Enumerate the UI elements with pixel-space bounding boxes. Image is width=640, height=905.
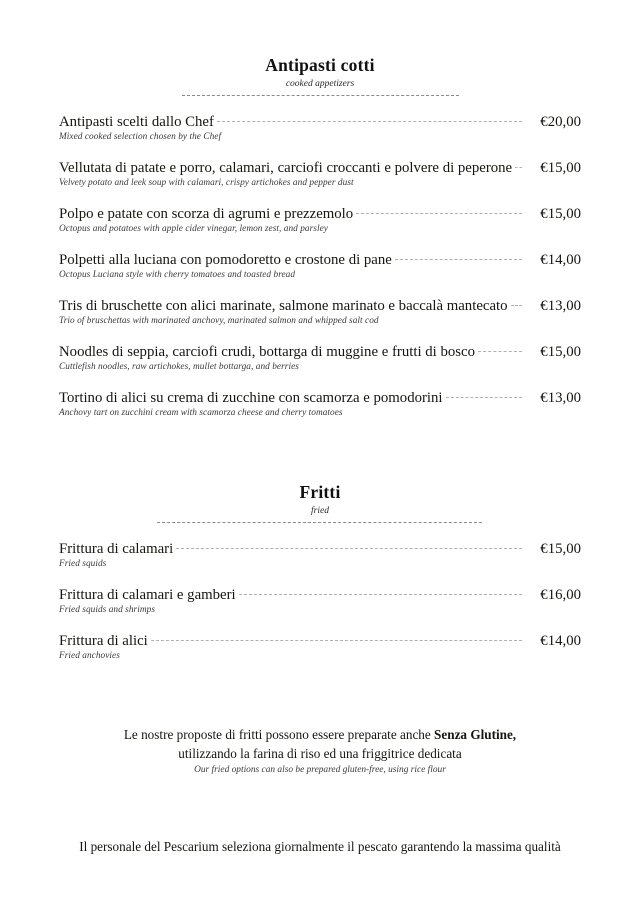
leader-dots (478, 351, 522, 352)
menu-item-line (59, 344, 581, 361)
menu-item-price: €14,00 (540, 633, 581, 649)
leader-dots (176, 548, 522, 549)
section-gap (59, 436, 581, 482)
menu-item-line (59, 252, 581, 269)
menu-item-name: Polpo e patate con scorza di agrumi e prezzemolo (59, 206, 354, 222)
menu-item (59, 114, 581, 142)
menu-item-description: Fried anchovies (59, 651, 120, 661)
closing-note: Il personale del Pescarium seleziona giornalmente il pescato garantendo la massima qualità (79, 839, 561, 855)
menu-item-line (59, 298, 581, 315)
menu-item-price: €20,00 (540, 114, 581, 130)
leader-dots (356, 213, 522, 214)
menu-item-price: €16,00 (540, 587, 581, 603)
menu-item-list (59, 114, 581, 418)
menu-item-price: €14,00 (540, 252, 581, 268)
menu-item-name: Tris di bruschette con alici marinate, salmone marinato e baccalà mantecato (59, 298, 508, 314)
leader-dots (446, 397, 522, 398)
menu-item (59, 344, 581, 372)
menu-item-description: Octopus Luciana style with cherry tomatoes and toasted bread (59, 270, 296, 280)
menu-item-name: Frittura di calamari (59, 541, 174, 557)
top-spacer (59, 0, 581, 55)
menu-section-antipasti-cotti (59, 55, 581, 418)
menu-item-description: Fried squids (59, 559, 107, 569)
menu-item-line (59, 587, 581, 604)
gluten-note-line-1 (59, 725, 581, 744)
menu-item-name: Frittura di calamari e gamberi (59, 587, 236, 603)
gluten-note-english: Our fried options can also be prepared gluten-free, using rice flour (194, 765, 446, 776)
menu-item (59, 587, 581, 615)
menu-item (59, 206, 581, 234)
closing-gap (59, 775, 581, 837)
menu-item-name: Tortino di alici su crema di zucchine con scamorza e pomodorini (59, 390, 443, 406)
menu-item (59, 252, 581, 280)
menu-item-name: Frittura di alici (59, 633, 148, 649)
menu-item-description: Trio of bruschettas with marinated anchovy, marinated salmon and whipped salt cod (59, 316, 379, 326)
section-header (59, 482, 581, 523)
menu-item-line (59, 390, 581, 407)
menu-item-name: Vellutata di patate e porro, calamari, carciofi croccanti e polvere di peperone (59, 160, 513, 176)
menu-item-description: Velvety potato and leek soup with calamari, crispy artichokes and pepper dust (59, 178, 354, 188)
menu-item-description: Mixed cooked selection chosen by the Chef (59, 132, 222, 142)
menu-item-price: €13,00 (540, 298, 581, 314)
menu-item-line (59, 160, 581, 177)
menu-item-line (59, 541, 581, 558)
leader-dots (395, 259, 522, 260)
menu-section-fritti (59, 482, 581, 661)
menu-item-price: €15,00 (540, 160, 581, 176)
section-subtitle: fried (311, 506, 329, 516)
menu-item-price: €15,00 (540, 541, 581, 557)
menu-item-description: Fried squids and shrimps (59, 605, 155, 615)
gluten-free-note (59, 725, 581, 775)
section-divider (182, 95, 459, 96)
menu-item-line (59, 114, 581, 131)
section-title: Fritti (299, 482, 341, 502)
menu-item (59, 541, 581, 569)
menu-item-description: Octopus and potatoes with apple cider vinegar, lemon zest, and parsley (59, 224, 328, 234)
gluten-note-emphasis: Senza Glutine, (434, 727, 517, 742)
menu-item-name: Antipasti scelti dallo Chef (59, 114, 214, 130)
menu-item-price: €15,00 (540, 206, 581, 222)
menu-item (59, 633, 581, 661)
menu-item-name: Noodles di seppia, carciofi crudi, bottarga di muggine e frutti di bosco (59, 344, 475, 360)
section-subtitle: cooked appetizers (285, 79, 355, 89)
menu-item (59, 298, 581, 326)
menu-item-name: Polpetti alla luciana con pomodoretto e crostone di pane (59, 252, 392, 268)
leader-dots (217, 121, 522, 122)
menu-item (59, 160, 581, 188)
menu-item-description: Anchovy tart on zucchini cream with scamorza cheese and cherry tomatoes (59, 408, 343, 418)
gluten-note-line-2: utilizzando la farina di riso ed una friggitrice dedicata (178, 746, 462, 762)
leader-dots (151, 640, 522, 641)
gluten-note-prefix: Le nostre proposte di fritti possono essere preparate anche (123, 727, 435, 742)
note-gap (59, 679, 581, 725)
section-title: Antipasti cotti (265, 55, 375, 75)
section-divider (157, 522, 482, 523)
menu-item-price: €15,00 (540, 344, 581, 360)
section-header (59, 55, 581, 96)
menu-item (59, 390, 581, 418)
leader-dots (239, 594, 522, 595)
menu-item-line (59, 633, 581, 650)
menu-item-list (59, 541, 581, 661)
menu-item-line (59, 206, 581, 223)
leader-dots (515, 167, 522, 168)
menu-item-description: Cuttlefish noodles, raw artichokes, mullet bottarga, and berries (59, 362, 299, 372)
menu-item-price: €13,00 (540, 390, 581, 406)
leader-dots (511, 305, 522, 306)
